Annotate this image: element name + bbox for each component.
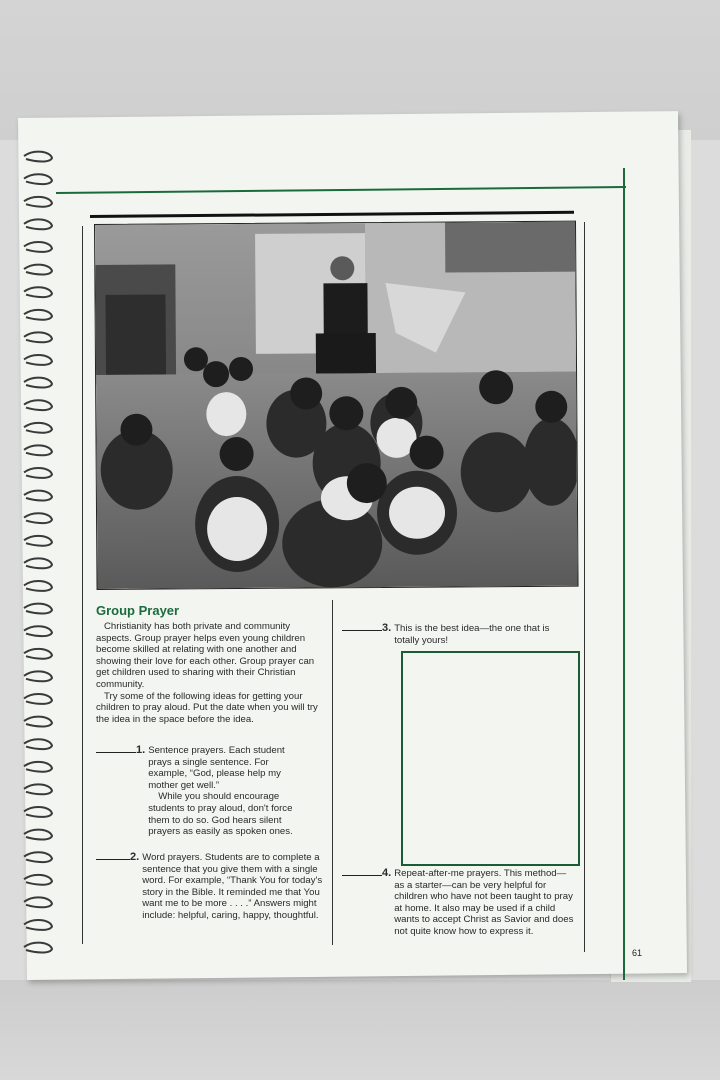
item-number: 3. xyxy=(382,622,392,634)
item-text: Sentence prayers. Each student prays a single sentence. For example, “God, please help my mother get well.” xyxy=(148,745,285,791)
item-text: Word prayers. Students are to complete a sentence that you give them with a single word. For example, “Thank You for today's story in the Bible. It reminded me that You want me to be more . . . .” Answers might include: helpful, caring, happy, thoughtful. xyxy=(142,852,323,921)
spiral-coil xyxy=(24,852,52,862)
spiral-coil xyxy=(24,649,52,659)
item-number: 1. xyxy=(136,744,146,756)
spiral-coil xyxy=(24,626,52,636)
spiral-coil xyxy=(24,671,52,681)
page-number: 61 xyxy=(632,948,643,958)
date-blank[interactable] xyxy=(342,623,382,631)
date-blank[interactable] xyxy=(342,868,382,876)
spiral-coil xyxy=(24,717,52,727)
spiral-coil xyxy=(24,310,52,320)
spiral-coil xyxy=(24,378,52,388)
classroom-photo xyxy=(94,221,579,590)
left-column-rule xyxy=(82,226,83,944)
spiral-coil xyxy=(24,694,52,704)
spiral-coil xyxy=(24,920,52,930)
item-number: 2. xyxy=(130,851,140,863)
spiral-coil xyxy=(24,219,52,229)
right-column-rule xyxy=(584,222,585,952)
item-number: 4. xyxy=(382,867,392,879)
spiral-coil xyxy=(24,265,52,275)
intro-paragraph-2: Try some of the following ideas for getting your children to pray aloud. Put the date when you will try the idea in the space before the idea. xyxy=(96,690,318,725)
spiral-coil xyxy=(24,581,52,591)
spiral-coil xyxy=(24,174,52,184)
idea-item-2 xyxy=(96,852,328,922)
spiral-coil xyxy=(24,491,52,501)
green-right-rule xyxy=(623,168,625,980)
your-idea-box[interactable] xyxy=(401,651,580,866)
spiral-coil xyxy=(24,332,52,342)
section-heading: Group Prayer xyxy=(96,603,180,618)
spiral-binding xyxy=(20,148,56,968)
idea-item-3 xyxy=(342,623,582,646)
spiral-coil xyxy=(24,604,52,614)
spiral-coil xyxy=(24,468,52,478)
spiral-coil xyxy=(24,287,52,297)
spiral-coil xyxy=(24,875,52,885)
spiral-coil xyxy=(24,762,52,772)
spiral-coil xyxy=(24,423,52,433)
intro-text xyxy=(96,621,328,725)
spiral-coil xyxy=(24,739,52,749)
spiral-coil xyxy=(24,830,52,840)
spiral-coil xyxy=(24,536,52,546)
item-text: This is the best idea—the one that is totally yours! xyxy=(394,623,550,646)
spiral-coil xyxy=(24,445,52,455)
idea-item-4 xyxy=(342,868,582,938)
item-text-continued: While you should encourage students to pray aloud, don't force them to do so. God hears silent prayers as easily as spoken ones. xyxy=(148,791,293,838)
spiral-coil xyxy=(24,943,52,953)
date-blank[interactable] xyxy=(96,745,136,753)
spiral-coil xyxy=(24,400,52,410)
spiral-coil xyxy=(24,197,52,207)
spiral-coil xyxy=(24,152,52,162)
intro-paragraph-1: Christianity has both private and community aspects. Group prayer helps even young children become skilled at relating with one another and showing their love for each other. Group prayer can get children used to sharing with their Christian community. xyxy=(96,621,315,690)
spiral-coil xyxy=(24,558,52,568)
date-blank[interactable] xyxy=(96,852,130,860)
middle-column-rule xyxy=(332,600,333,945)
spiral-coil xyxy=(24,513,52,523)
idea-item-1 xyxy=(96,745,328,838)
item-text: Repeat-after-me prayers. This method—as a starter—can be very helpful for children who have not been taught to pray at home. It also may be used if a child wants to accept Christ as Savior and does not quite know how to express it. xyxy=(394,868,574,937)
spiral-coil xyxy=(24,807,52,817)
spiral-coil xyxy=(24,242,52,252)
spiral-coil xyxy=(24,355,52,365)
spiral-coil xyxy=(24,897,52,907)
spiral-coil xyxy=(24,784,52,794)
background-surface-bottom xyxy=(0,980,720,1080)
